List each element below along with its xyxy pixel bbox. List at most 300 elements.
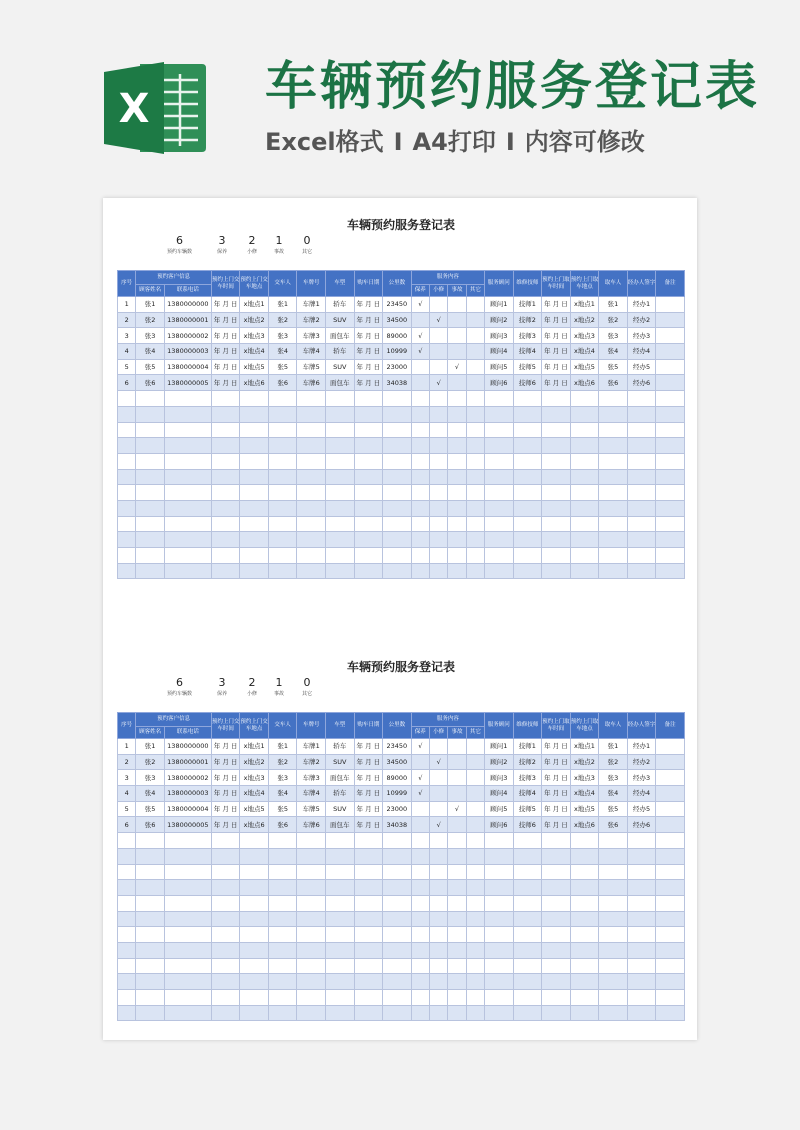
empty-cell[interactable] [297, 911, 326, 927]
empty-cell[interactable] [164, 895, 211, 911]
empty-cell[interactable] [268, 974, 297, 990]
empty-cell[interactable] [513, 438, 542, 454]
empty-cell[interactable] [513, 406, 542, 422]
empty-cell[interactable] [656, 453, 685, 469]
empty-cell[interactable] [211, 406, 240, 422]
empty-cell[interactable] [383, 516, 412, 532]
cell-remark[interactable] [656, 754, 685, 770]
cell-handler-sign[interactable]: 经办2 [627, 754, 656, 770]
empty-cell[interactable] [136, 532, 165, 548]
empty-cell[interactable] [164, 422, 211, 438]
cell-plate-number[interactable]: 车牌3 [297, 770, 326, 786]
cell-pickup-time[interactable]: 年 月 日 [542, 770, 571, 786]
empty-cell[interactable] [383, 563, 412, 579]
empty-cell[interactable] [211, 848, 240, 864]
empty-cell[interactable] [118, 438, 136, 454]
empty-cell[interactable] [542, 880, 571, 896]
empty-cell[interactable] [118, 895, 136, 911]
cell-purchase-date[interactable]: 年 月 日 [354, 754, 383, 770]
cell-mileage[interactable]: 23000 [383, 801, 412, 817]
empty-cell[interactable] [240, 833, 269, 849]
empty-cell[interactable] [513, 563, 542, 579]
empty-cell[interactable] [599, 848, 628, 864]
cell-seq[interactable]: 3 [118, 328, 136, 344]
empty-cell[interactable] [136, 833, 165, 849]
cell-svc-other[interactable] [466, 344, 484, 360]
empty-cell[interactable] [240, 848, 269, 864]
empty-cell[interactable] [354, 469, 383, 485]
empty-cell[interactable] [240, 911, 269, 927]
empty-cell[interactable] [429, 500, 447, 516]
empty-cell[interactable] [570, 864, 599, 880]
empty-cell[interactable] [136, 422, 165, 438]
empty-cell[interactable] [466, 438, 484, 454]
empty-cell[interactable] [429, 911, 447, 927]
empty-cell[interactable] [164, 485, 211, 501]
empty-cell[interactable] [466, 833, 484, 849]
cell-visit-time[interactable]: 年 月 日 [211, 312, 240, 328]
empty-cell[interactable] [656, 548, 685, 564]
empty-cell[interactable] [268, 958, 297, 974]
empty-cell[interactable] [656, 974, 685, 990]
empty-cell[interactable] [466, 469, 484, 485]
empty-cell[interactable] [570, 469, 599, 485]
empty-cell[interactable] [268, 406, 297, 422]
empty-cell[interactable] [429, 974, 447, 990]
empty-cell[interactable] [599, 516, 628, 532]
cell-svc-other[interactable] [466, 786, 484, 802]
empty-cell[interactable] [411, 391, 429, 407]
cell-purchase-date[interactable]: 年 月 日 [354, 739, 383, 755]
empty-cell[interactable] [383, 406, 412, 422]
empty-cell[interactable] [136, 880, 165, 896]
empty-cell[interactable] [570, 453, 599, 469]
cell-svc-other[interactable] [466, 297, 484, 313]
empty-cell[interactable] [297, 438, 326, 454]
empty-cell[interactable] [448, 500, 466, 516]
empty-cell[interactable] [429, 990, 447, 1006]
cell-handover-person[interactable]: 张2 [268, 754, 297, 770]
cell-seq[interactable]: 5 [118, 801, 136, 817]
cell-pickup-person[interactable]: 张2 [599, 312, 628, 328]
cell-customer-name[interactable]: 张6 [136, 375, 165, 391]
cell-technician[interactable]: 技师5 [513, 801, 542, 817]
empty-cell[interactable] [326, 927, 355, 943]
cell-visit-place[interactable]: x地点4 [240, 344, 269, 360]
empty-cell[interactable] [627, 563, 656, 579]
cell-plate-number[interactable]: 车牌5 [297, 359, 326, 375]
empty-cell[interactable] [599, 500, 628, 516]
cell-pickup-place[interactable]: x地点2 [570, 754, 599, 770]
empty-cell[interactable] [656, 563, 685, 579]
empty-cell[interactable] [656, 532, 685, 548]
cell-handover-person[interactable]: 张3 [268, 328, 297, 344]
cell-contact-phone[interactable]: 1380000003 [164, 344, 211, 360]
cell-technician[interactable]: 技师1 [513, 739, 542, 755]
empty-cell[interactable] [542, 453, 571, 469]
empty-cell[interactable] [383, 438, 412, 454]
empty-cell[interactable] [240, 864, 269, 880]
empty-cell[interactable] [411, 406, 429, 422]
empty-cell[interactable] [599, 453, 628, 469]
cell-pickup-time[interactable]: 年 月 日 [542, 359, 571, 375]
empty-cell[interactable] [656, 848, 685, 864]
cell-svc-other[interactable] [466, 739, 484, 755]
empty-cell[interactable] [326, 895, 355, 911]
empty-cell[interactable] [164, 1005, 211, 1021]
empty-cell[interactable] [627, 942, 656, 958]
empty-cell[interactable] [383, 880, 412, 896]
cell-service-advisor[interactable]: 顾问1 [485, 739, 514, 755]
empty-cell[interactable] [354, 833, 383, 849]
empty-cell[interactable] [297, 927, 326, 943]
empty-cell[interactable] [448, 942, 466, 958]
empty-cell[interactable] [466, 406, 484, 422]
cell-svc-accident[interactable] [448, 375, 466, 391]
empty-cell[interactable] [513, 422, 542, 438]
empty-cell[interactable] [570, 391, 599, 407]
empty-cell[interactable] [268, 422, 297, 438]
empty-cell[interactable] [627, 880, 656, 896]
cell-visit-place[interactable]: x地点3 [240, 770, 269, 786]
empty-cell[interactable] [297, 422, 326, 438]
empty-cell[interactable] [513, 895, 542, 911]
empty-cell[interactable] [448, 958, 466, 974]
empty-cell[interactable] [118, 864, 136, 880]
cell-svc-maintain[interactable]: √ [411, 344, 429, 360]
empty-cell[interactable] [354, 864, 383, 880]
cell-plate-number[interactable]: 车牌2 [297, 312, 326, 328]
empty-cell[interactable] [118, 469, 136, 485]
empty-cell[interactable] [599, 532, 628, 548]
empty-cell[interactable] [448, 974, 466, 990]
cell-svc-accident[interactable] [448, 786, 466, 802]
empty-cell[interactable] [268, 1005, 297, 1021]
empty-cell[interactable] [136, 485, 165, 501]
empty-cell[interactable] [570, 548, 599, 564]
empty-cell[interactable] [570, 500, 599, 516]
cell-pickup-person[interactable]: 张6 [599, 817, 628, 833]
empty-cell[interactable] [627, 990, 656, 1006]
empty-cell[interactable] [240, 990, 269, 1006]
empty-cell[interactable] [211, 563, 240, 579]
cell-pickup-person[interactable]: 张3 [599, 770, 628, 786]
empty-cell[interactable] [240, 563, 269, 579]
empty-cell[interactable] [211, 438, 240, 454]
empty-cell[interactable] [326, 532, 355, 548]
empty-cell[interactable] [411, 833, 429, 849]
empty-cell[interactable] [627, 927, 656, 943]
empty-cell[interactable] [485, 422, 514, 438]
empty-cell[interactable] [383, 864, 412, 880]
empty-cell[interactable] [656, 500, 685, 516]
empty-cell[interactable] [411, 453, 429, 469]
empty-cell[interactable] [448, 990, 466, 1006]
empty-cell[interactable] [211, 864, 240, 880]
empty-cell[interactable] [354, 911, 383, 927]
empty-cell[interactable] [326, 990, 355, 1006]
empty-cell[interactable] [383, 485, 412, 501]
cell-pickup-person[interactable]: 张5 [599, 359, 628, 375]
cell-svc-accident[interactable]: √ [448, 359, 466, 375]
empty-cell[interactable] [429, 927, 447, 943]
empty-cell[interactable] [297, 516, 326, 532]
empty-cell[interactable] [240, 485, 269, 501]
empty-cell[interactable] [485, 833, 514, 849]
empty-cell[interactable] [570, 848, 599, 864]
empty-cell[interactable] [485, 532, 514, 548]
empty-cell[interactable] [411, 548, 429, 564]
empty-cell[interactable] [383, 500, 412, 516]
empty-cell[interactable] [627, 469, 656, 485]
empty-cell[interactable] [466, 927, 484, 943]
empty-cell[interactable] [118, 848, 136, 864]
cell-customer-name[interactable]: 张4 [136, 786, 165, 802]
cell-pickup-person[interactable]: 张5 [599, 801, 628, 817]
empty-cell[interactable] [570, 485, 599, 501]
empty-cell[interactable] [570, 532, 599, 548]
empty-cell[interactable] [466, 958, 484, 974]
empty-cell[interactable] [599, 864, 628, 880]
empty-cell[interactable] [211, 990, 240, 1006]
empty-cell[interactable] [240, 895, 269, 911]
cell-seq[interactable]: 6 [118, 375, 136, 391]
cell-visit-time[interactable]: 年 月 日 [211, 328, 240, 344]
cell-plate-number[interactable]: 车牌1 [297, 297, 326, 313]
cell-visit-place[interactable]: x地点6 [240, 817, 269, 833]
cell-visit-time[interactable]: 年 月 日 [211, 344, 240, 360]
empty-cell[interactable] [513, 548, 542, 564]
cell-technician[interactable]: 技师4 [513, 786, 542, 802]
cell-plate-number[interactable]: 车牌5 [297, 801, 326, 817]
cell-handler-sign[interactable]: 经办6 [627, 375, 656, 391]
cell-handler-sign[interactable]: 经办5 [627, 801, 656, 817]
empty-cell[interactable] [268, 833, 297, 849]
cell-purchase-date[interactable]: 年 月 日 [354, 786, 383, 802]
empty-cell[interactable] [297, 563, 326, 579]
cell-plate-number[interactable]: 车牌4 [297, 786, 326, 802]
empty-cell[interactable] [164, 974, 211, 990]
empty-cell[interactable] [118, 500, 136, 516]
empty-cell[interactable] [354, 485, 383, 501]
empty-cell[interactable] [164, 532, 211, 548]
empty-cell[interactable] [118, 942, 136, 958]
empty-cell[interactable] [448, 1005, 466, 1021]
cell-svc-maintain[interactable]: √ [411, 297, 429, 313]
cell-car-type[interactable]: 面包车 [326, 328, 355, 344]
cell-remark[interactable] [656, 375, 685, 391]
empty-cell[interactable] [448, 548, 466, 564]
empty-cell[interactable] [485, 391, 514, 407]
cell-visit-place[interactable]: x地点2 [240, 754, 269, 770]
empty-cell[interactable] [326, 563, 355, 579]
empty-cell[interactable] [485, 927, 514, 943]
cell-svc-repair[interactable] [429, 770, 447, 786]
empty-cell[interactable] [570, 974, 599, 990]
empty-cell[interactable] [383, 548, 412, 564]
empty-cell[interactable] [448, 563, 466, 579]
empty-cell[interactable] [164, 500, 211, 516]
cell-contact-phone[interactable]: 1380000004 [164, 359, 211, 375]
empty-cell[interactable] [411, 974, 429, 990]
cell-visit-place[interactable]: x地点5 [240, 801, 269, 817]
empty-cell[interactable] [383, 453, 412, 469]
empty-cell[interactable] [297, 485, 326, 501]
cell-mileage[interactable]: 23450 [383, 297, 412, 313]
empty-cell[interactable] [429, 864, 447, 880]
cell-seq[interactable]: 4 [118, 344, 136, 360]
empty-cell[interactable] [268, 911, 297, 927]
empty-cell[interactable] [268, 864, 297, 880]
cell-technician[interactable]: 技师2 [513, 754, 542, 770]
empty-cell[interactable] [240, 958, 269, 974]
cell-remark[interactable] [656, 801, 685, 817]
empty-cell[interactable] [136, 548, 165, 564]
empty-cell[interactable] [136, 974, 165, 990]
cell-pickup-person[interactable]: 张1 [599, 297, 628, 313]
empty-cell[interactable] [136, 438, 165, 454]
empty-cell[interactable] [485, 438, 514, 454]
cell-svc-repair[interactable] [429, 344, 447, 360]
empty-cell[interactable] [429, 548, 447, 564]
empty-cell[interactable] [383, 1005, 412, 1021]
empty-cell[interactable] [485, 469, 514, 485]
empty-cell[interactable] [429, 485, 447, 501]
cell-pickup-time[interactable]: 年 月 日 [542, 817, 571, 833]
empty-cell[interactable] [513, 485, 542, 501]
empty-cell[interactable] [656, 880, 685, 896]
cell-visit-time[interactable]: 年 月 日 [211, 786, 240, 802]
cell-handover-person[interactable]: 张1 [268, 739, 297, 755]
empty-cell[interactable] [542, 974, 571, 990]
empty-cell[interactable] [656, 833, 685, 849]
empty-cell[interactable] [429, 942, 447, 958]
empty-cell[interactable] [513, 958, 542, 974]
empty-cell[interactable] [136, 453, 165, 469]
cell-customer-name[interactable]: 张1 [136, 739, 165, 755]
empty-cell[interactable] [354, 880, 383, 896]
empty-cell[interactable] [542, 1005, 571, 1021]
empty-cell[interactable] [599, 880, 628, 896]
cell-pickup-time[interactable]: 年 月 日 [542, 801, 571, 817]
empty-cell[interactable] [326, 958, 355, 974]
cell-handover-person[interactable]: 张5 [268, 801, 297, 817]
empty-cell[interactable] [383, 895, 412, 911]
empty-cell[interactable] [627, 422, 656, 438]
empty-cell[interactable] [513, 391, 542, 407]
empty-cell[interactable] [570, 516, 599, 532]
empty-cell[interactable] [448, 895, 466, 911]
empty-cell[interactable] [485, 911, 514, 927]
empty-cell[interactable] [164, 548, 211, 564]
empty-cell[interactable] [326, 406, 355, 422]
empty-cell[interactable] [448, 864, 466, 880]
empty-cell[interactable] [164, 453, 211, 469]
empty-cell[interactable] [354, 548, 383, 564]
cell-car-type[interactable]: 轿车 [326, 297, 355, 313]
empty-cell[interactable] [411, 927, 429, 943]
empty-cell[interactable] [542, 895, 571, 911]
empty-cell[interactable] [297, 880, 326, 896]
empty-cell[interactable] [485, 453, 514, 469]
empty-cell[interactable] [297, 406, 326, 422]
cell-seq[interactable]: 4 [118, 786, 136, 802]
cell-mileage[interactable]: 34500 [383, 312, 412, 328]
cell-visit-time[interactable]: 年 月 日 [211, 359, 240, 375]
empty-cell[interactable] [570, 958, 599, 974]
cell-customer-name[interactable]: 张2 [136, 754, 165, 770]
cell-plate-number[interactable]: 车牌1 [297, 739, 326, 755]
empty-cell[interactable] [136, 895, 165, 911]
cell-visit-place[interactable]: x地点2 [240, 312, 269, 328]
cell-remark[interactable] [656, 297, 685, 313]
cell-svc-maintain[interactable] [411, 359, 429, 375]
cell-car-type[interactable]: 面包车 [326, 817, 355, 833]
cell-visit-time[interactable]: 年 月 日 [211, 739, 240, 755]
cell-visit-time[interactable]: 年 月 日 [211, 801, 240, 817]
empty-cell[interactable] [599, 927, 628, 943]
cell-purchase-date[interactable]: 年 月 日 [354, 801, 383, 817]
empty-cell[interactable] [627, 864, 656, 880]
empty-cell[interactable] [268, 548, 297, 564]
empty-cell[interactable] [354, 391, 383, 407]
empty-cell[interactable] [429, 438, 447, 454]
empty-cell[interactable] [570, 911, 599, 927]
empty-cell[interactable] [240, 974, 269, 990]
empty-cell[interactable] [383, 848, 412, 864]
cell-contact-phone[interactable]: 1380000005 [164, 375, 211, 391]
cell-visit-place[interactable]: x地点1 [240, 297, 269, 313]
cell-handover-person[interactable]: 张3 [268, 770, 297, 786]
empty-cell[interactable] [411, 880, 429, 896]
empty-cell[interactable] [513, 974, 542, 990]
cell-car-type[interactable]: SUV [326, 801, 355, 817]
empty-cell[interactable] [485, 516, 514, 532]
cell-svc-maintain[interactable] [411, 801, 429, 817]
empty-cell[interactable] [448, 532, 466, 548]
empty-cell[interactable] [466, 880, 484, 896]
cell-service-advisor[interactable]: 顾问5 [485, 359, 514, 375]
empty-cell[interactable] [297, 895, 326, 911]
empty-cell[interactable] [297, 1005, 326, 1021]
empty-cell[interactable] [118, 990, 136, 1006]
empty-cell[interactable] [485, 958, 514, 974]
cell-svc-accident[interactable] [448, 312, 466, 328]
empty-cell[interactable] [513, 532, 542, 548]
empty-cell[interactable] [240, 1005, 269, 1021]
empty-cell[interactable] [118, 880, 136, 896]
empty-cell[interactable] [429, 958, 447, 974]
empty-cell[interactable] [240, 548, 269, 564]
empty-cell[interactable] [542, 833, 571, 849]
cell-service-advisor[interactable]: 顾问4 [485, 344, 514, 360]
empty-cell[interactable] [513, 500, 542, 516]
empty-cell[interactable] [118, 563, 136, 579]
empty-cell[interactable] [383, 942, 412, 958]
empty-cell[interactable] [211, 833, 240, 849]
cell-visit-place[interactable]: x地点3 [240, 328, 269, 344]
cell-pickup-place[interactable]: x地点2 [570, 312, 599, 328]
empty-cell[interactable] [627, 958, 656, 974]
cell-svc-maintain[interactable]: √ [411, 770, 429, 786]
cell-visit-time[interactable]: 年 月 日 [211, 770, 240, 786]
empty-cell[interactable] [429, 532, 447, 548]
cell-remark[interactable] [656, 739, 685, 755]
cell-svc-maintain[interactable] [411, 754, 429, 770]
empty-cell[interactable] [485, 990, 514, 1006]
cell-pickup-place[interactable]: x地点4 [570, 344, 599, 360]
empty-cell[interactable] [448, 438, 466, 454]
